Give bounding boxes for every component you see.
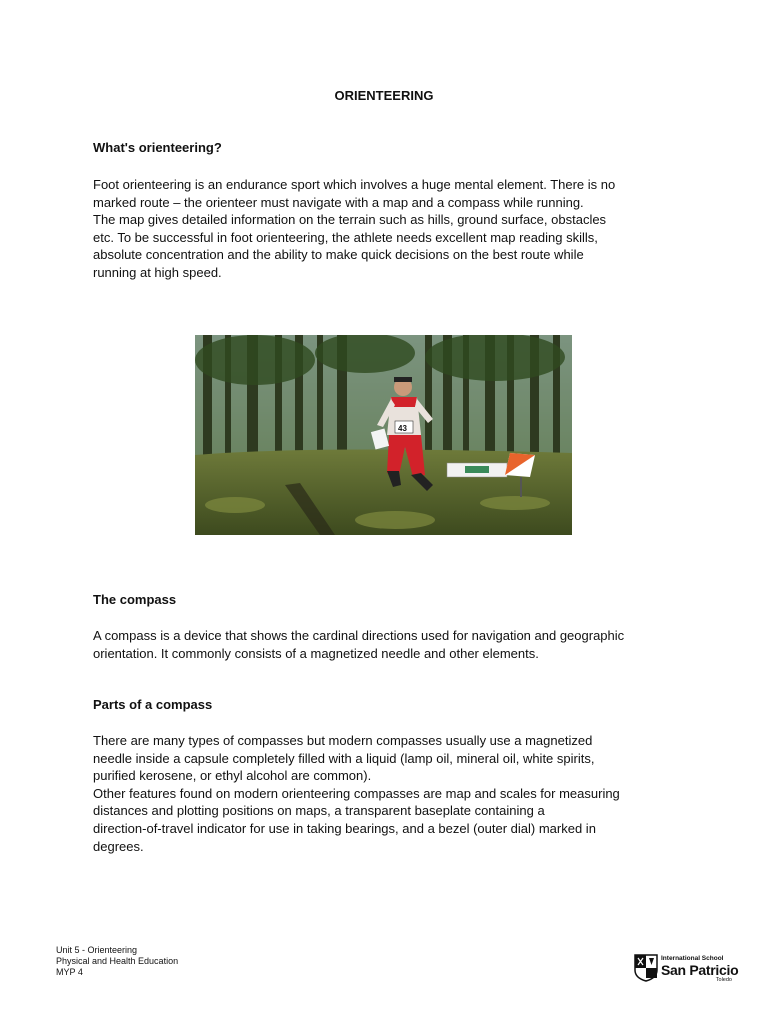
- page-title: ORIENTEERING: [334, 88, 434, 103]
- logo-name: San Patricio: [661, 962, 739, 978]
- section-heading-whats-orienteering: What's orienteering?: [93, 140, 222, 155]
- logo-city: Toledo: [715, 977, 732, 983]
- text-line: The map gives detailed information on the terrain such as hills, ground surface, obstacles: [93, 212, 607, 228]
- text-line: orientation. It commonly consists of a magnetized needle and other elements.: [93, 645, 539, 661]
- runner-bib-number: 43: [398, 424, 407, 433]
- footer-unit: Unit 5 - Orienteering: [56, 945, 138, 955]
- school-crest-icon: [634, 954, 658, 982]
- text-line: distances and plotting positions on maps, a transparent baseplate containing a: [93, 803, 545, 819]
- section-heading-the-compass: The compass: [93, 592, 177, 607]
- text-line: etc. To be successful in foot orienteering, the athlete needs excellent map reading skills,: [93, 229, 598, 245]
- text-line: direction-of-travel indicator for use in taking bearings, and a bezel (outer dial) marked in: [93, 820, 596, 836]
- page-footer: [56, 945, 178, 978]
- text-line: A compass is a device that shows the cardinal directions used for navigation and geographic: [93, 628, 625, 643]
- section-paragraph-parts-of-a-compass: [93, 732, 683, 855]
- section-heading-parts-of-a-compass: Parts of a compass: [93, 697, 213, 712]
- text-line: purified kerosene, or ethyl alcohol are common).: [93, 768, 372, 784]
- text-line: running at high speed.: [93, 264, 222, 280]
- footer-subject: Physical and Health Education: [56, 956, 179, 966]
- logo-subtitle: International School: [661, 955, 724, 962]
- section-paragraph-whats-orienteering: [93, 176, 683, 282]
- footer-level: MYP 4: [56, 967, 83, 977]
- text-line: degrees.: [93, 838, 144, 854]
- school-logo: [634, 954, 740, 984]
- text-line: Foot orienteering is an endurance sport which involves a huge mental element. There is no: [93, 177, 616, 192]
- text-line: There are many types of compasses but modern compasses usually use a magnetized: [93, 733, 593, 748]
- text-line: Other features found on modern orienteering compasses are map and scales for measuring: [93, 785, 620, 801]
- text-line: absolute concentration and the ability to make quick decisions on the best route while: [93, 247, 584, 263]
- orienteering-photo: [195, 335, 572, 535]
- text-line: needle inside a capsule completely filled with a liquid (lamp oil, mineral oil, white spirits,: [93, 750, 595, 766]
- section-paragraph-the-compass: [93, 627, 683, 662]
- text-line: marked route – the orienteer must navigate with a map and a compass while running.: [93, 194, 584, 210]
